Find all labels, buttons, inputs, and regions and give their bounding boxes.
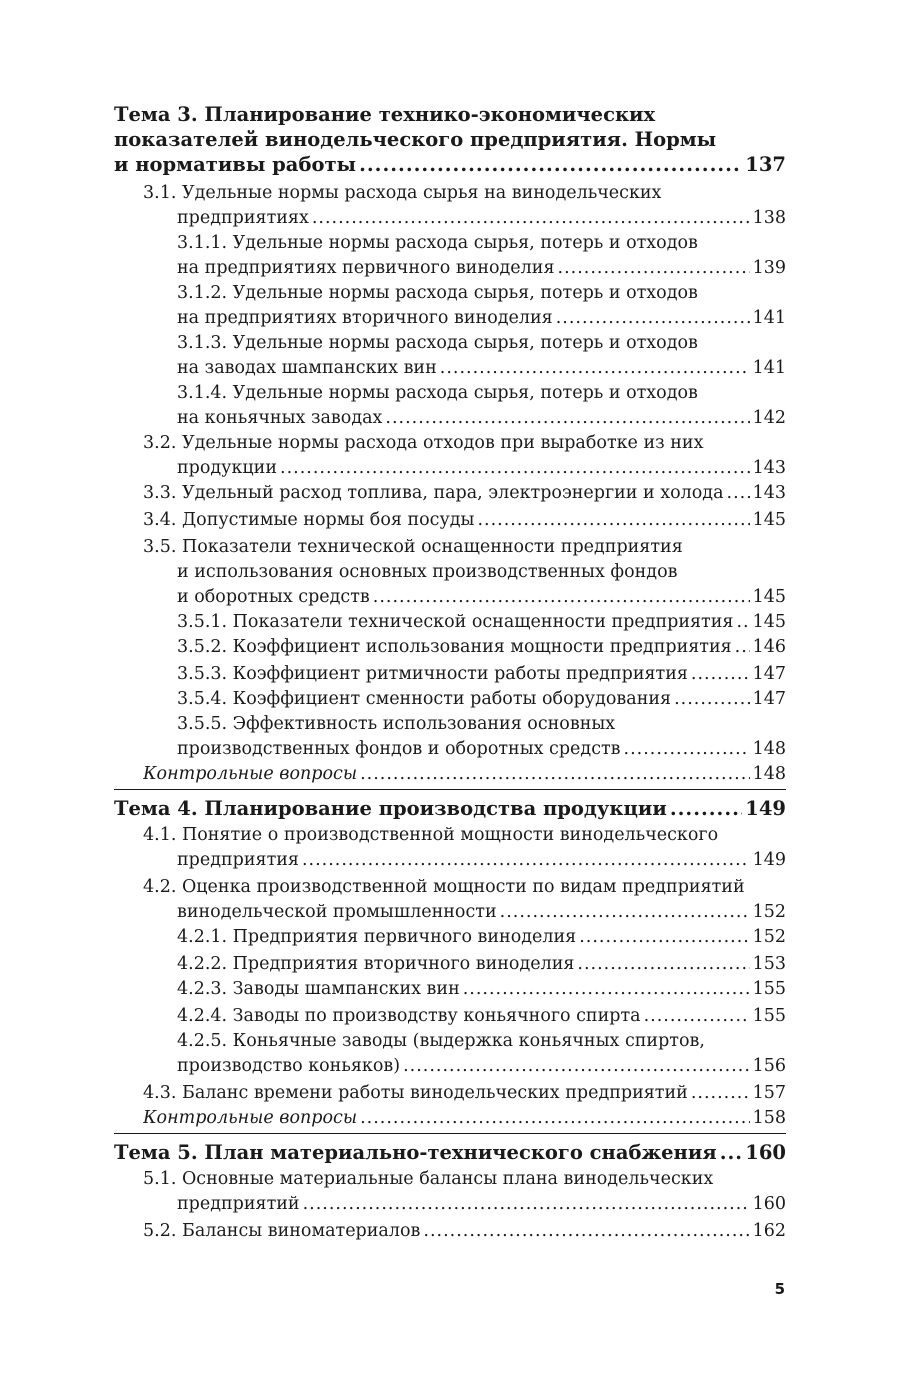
toc-entry	[177, 848, 786, 872]
toc-entry-title: 3.5.1. Показатели технической оснащенности предприятия	[177, 612, 734, 632]
toc-entry	[177, 356, 786, 380]
toc-entry-title: 4.2.3. Заводы шампанских вин	[177, 979, 460, 999]
dot-leader	[624, 737, 750, 761]
toc-page-number: 152	[752, 927, 786, 947]
toc-entry-title: и оборотных средств	[177, 587, 370, 607]
toc-entry	[177, 977, 786, 1001]
dot-leader	[360, 1106, 750, 1130]
toc-entry	[177, 635, 786, 659]
toc-entry-title: 3.5.2. Коэффициент использования мощности предприятия	[177, 637, 732, 657]
toc-entry-title: показателей винодельческого предприятия. Нормы	[114, 128, 717, 151]
toc-entry	[177, 256, 786, 280]
toc-entry	[177, 331, 846, 355]
toc-page-number: 149	[752, 850, 786, 870]
dot-leader	[644, 1004, 750, 1028]
dot-leader	[556, 306, 750, 330]
toc-page-number: 147	[752, 689, 786, 709]
toc-entry-title: 4.2. Оценка производственной мощности по видам предприятий	[143, 877, 745, 897]
page-number: 5	[774, 1280, 785, 1298]
toc-entry-title: предприятиях	[177, 208, 309, 228]
toc-entry-title: 4.2.2. Предприятия вторичного виноделия	[177, 954, 575, 974]
toc-entry	[177, 281, 846, 305]
toc-entry-title: на предприятиях первичного виноделия	[177, 258, 555, 278]
toc-entry-title: производство коньяков)	[177, 1056, 401, 1076]
dot-leader	[579, 925, 749, 949]
toc-page-number: 160	[745, 1141, 786, 1164]
toc-entry-title: 3.5.3. Коэффициент ритмичности работы предприятия	[177, 664, 688, 684]
toc-section-heading	[114, 127, 846, 153]
toc-section-heading	[114, 1140, 786, 1166]
toc-entry	[177, 737, 786, 761]
toc-entry	[177, 687, 786, 711]
dot-leader	[736, 610, 749, 634]
toc-entry-title: и использования основных производственных фондов	[177, 562, 678, 582]
dot-leader	[674, 687, 750, 711]
toc-entry-title: 3.2. Удельные нормы расхода отходов при выработке из них	[143, 433, 704, 453]
toc-entry-title: предприятия	[177, 850, 299, 870]
toc-entry	[177, 1054, 786, 1078]
toc-page-number: 155	[752, 1006, 786, 1026]
toc-entry	[143, 431, 846, 455]
toc-entry-title: 4.2.5. Коньячные заводы (выдержка коньячных спиртов,	[177, 1031, 705, 1051]
toc-page-number: 148	[752, 739, 786, 759]
toc-entry	[177, 1192, 786, 1216]
toc-page-number: 143	[752, 458, 786, 478]
toc-section-heading	[114, 152, 786, 178]
toc-page-number: 148	[752, 764, 786, 784]
toc-entry	[177, 306, 786, 330]
dot-leader	[463, 977, 750, 1001]
toc-entry-title: Контрольные вопросы	[143, 1108, 358, 1128]
toc-entry	[177, 406, 786, 430]
toc-entry	[143, 1219, 786, 1243]
toc-entry	[177, 712, 846, 736]
toc-review-questions	[143, 762, 786, 786]
toc-page-number: 146	[752, 637, 786, 657]
toc-entry	[177, 925, 786, 949]
toc-entry-title: 5.2. Балансы виноматериалов	[143, 1221, 421, 1241]
toc-page-number: 137	[745, 153, 786, 176]
toc-section-heading	[114, 796, 786, 822]
toc-page-number: 156	[752, 1056, 786, 1076]
toc-entry-title: на предприятиях вторичного виноделия	[177, 308, 553, 328]
toc-entry-title: 3.1.3. Удельные нормы расхода сырья, потерь и отходов	[177, 333, 698, 353]
toc-entry-title: на коньячных заводах	[177, 408, 383, 428]
dot-leader	[360, 762, 750, 786]
dot-leader	[359, 152, 742, 178]
toc-entry	[143, 535, 846, 559]
toc-entry-title: и нормативы работы	[114, 153, 357, 176]
toc-page-number: 149	[745, 797, 786, 820]
toc-entry-title: Тема 4. Планирование производства продукции	[114, 797, 667, 820]
toc-page-number: 138	[752, 208, 786, 228]
dot-leader	[373, 585, 750, 609]
toc-entry	[143, 481, 786, 505]
toc-section-heading	[114, 102, 846, 128]
toc-page-number: 145	[752, 612, 786, 632]
toc-entry	[177, 900, 786, 924]
toc-page-number: 147	[752, 664, 786, 684]
toc-page-number: 142	[752, 408, 786, 428]
toc-page-number: 143	[752, 483, 786, 503]
toc-entry-title: 3.1.4. Удельные нормы расхода сырья, потерь и отходов	[177, 383, 698, 403]
dot-leader	[312, 206, 750, 230]
toc-entry-title: 4.2.4. Заводы по производству коньячного спирта	[177, 1006, 641, 1026]
toc-page-number: 145	[752, 510, 786, 530]
section-divider	[114, 1133, 786, 1134]
toc-page-number: 145	[752, 587, 786, 607]
toc-entry-title: производственных фондов и оборотных средств	[177, 739, 621, 759]
dot-leader	[691, 662, 750, 686]
dot-leader	[720, 1140, 743, 1166]
toc-page-number: 162	[752, 1221, 786, 1241]
toc-entry	[143, 875, 846, 899]
toc-page-number: 141	[752, 308, 786, 328]
toc-entry-title: 3.5.5. Эффективность использования основных	[177, 714, 616, 734]
dot-leader	[500, 900, 750, 924]
toc-entry	[143, 823, 846, 847]
toc-entry	[143, 508, 786, 532]
toc-review-questions	[143, 1106, 786, 1130]
toc-entry-title: 3.1.1. Удельные нормы расхода сырья, потерь и отходов	[177, 233, 698, 253]
toc-page-number: 157	[752, 1083, 786, 1103]
toc-page-number: 160	[752, 1194, 786, 1214]
dot-leader	[558, 256, 750, 280]
dot-leader	[423, 1219, 749, 1243]
toc-entry	[177, 610, 786, 634]
dot-leader	[735, 635, 750, 659]
toc-entry	[177, 662, 786, 686]
toc-entry-title: 5.1. Основные материальные балансы плана винодельческих	[143, 1169, 714, 1189]
toc-entry	[143, 181, 846, 205]
toc-page-number: 152	[752, 902, 786, 922]
toc-entry-title: Контрольные вопросы	[143, 764, 358, 784]
toc-entry	[177, 952, 786, 976]
toc-page-number: 153	[752, 954, 786, 974]
toc-page-number: 141	[752, 358, 786, 378]
toc-page-number: 158	[752, 1108, 786, 1128]
toc-entry	[177, 585, 786, 609]
toc-entry-title: 4.3. Баланс времени работы винодельческих предприятий	[143, 1083, 688, 1103]
dot-leader	[302, 848, 750, 872]
dot-leader	[440, 356, 750, 380]
toc-entry	[177, 206, 786, 230]
toc-entry-title: Тема 3. Планирование технико-экономических	[114, 103, 656, 126]
dot-leader	[385, 406, 749, 430]
toc-entry-title: 3.4. Допустимые нормы боя посуды	[143, 510, 475, 530]
dot-leader	[403, 1054, 750, 1078]
toc-entry	[177, 1029, 846, 1053]
dot-leader	[280, 456, 750, 480]
toc-entry	[177, 231, 846, 255]
toc-entry	[177, 456, 786, 480]
toc-entry-title: 3.5. Показатели технической оснащенности предприятия	[143, 537, 683, 557]
toc-entry	[177, 1004, 786, 1028]
toc-entry-title: 3.3. Удельный расход топлива, пара, электроэнергии и холода	[143, 483, 724, 503]
toc-entry	[177, 381, 846, 405]
toc-entry-title: Тема 5. План материально-технического снабжения	[114, 1141, 717, 1164]
toc-entry-title: 4.2.1. Предприятия первичного виноделия	[177, 927, 577, 947]
toc-entry-title: 3.5.4. Коэффициент сменности работы оборудования	[177, 689, 672, 709]
dot-leader	[303, 1192, 750, 1216]
toc-entry-title: продукции	[177, 458, 277, 478]
toc-entry-title: 4.1. Понятие о производственной мощности винодельческого	[143, 825, 719, 845]
section-divider	[114, 789, 786, 790]
dot-leader	[727, 481, 750, 505]
toc-entry-title: на заводах шампанских вин	[177, 358, 437, 378]
toc-entry-title: винодельческой промышленности	[177, 902, 497, 922]
toc-entry-title: предприятий	[177, 1194, 300, 1214]
toc-page-number: 155	[752, 979, 786, 999]
toc-entry	[143, 1167, 846, 1191]
toc-entry-title: 3.1.2. Удельные нормы расхода сырья, потерь и отходов	[177, 283, 698, 303]
dot-leader	[670, 796, 742, 822]
toc-entry	[143, 1081, 786, 1105]
dot-leader	[477, 508, 749, 532]
toc-entry-title: 3.1. Удельные нормы расхода сырья на винодельческих	[143, 183, 662, 203]
toc-entry	[177, 560, 846, 584]
toc-page-number: 139	[752, 258, 786, 278]
dot-leader	[691, 1081, 750, 1105]
dot-leader	[577, 952, 749, 976]
